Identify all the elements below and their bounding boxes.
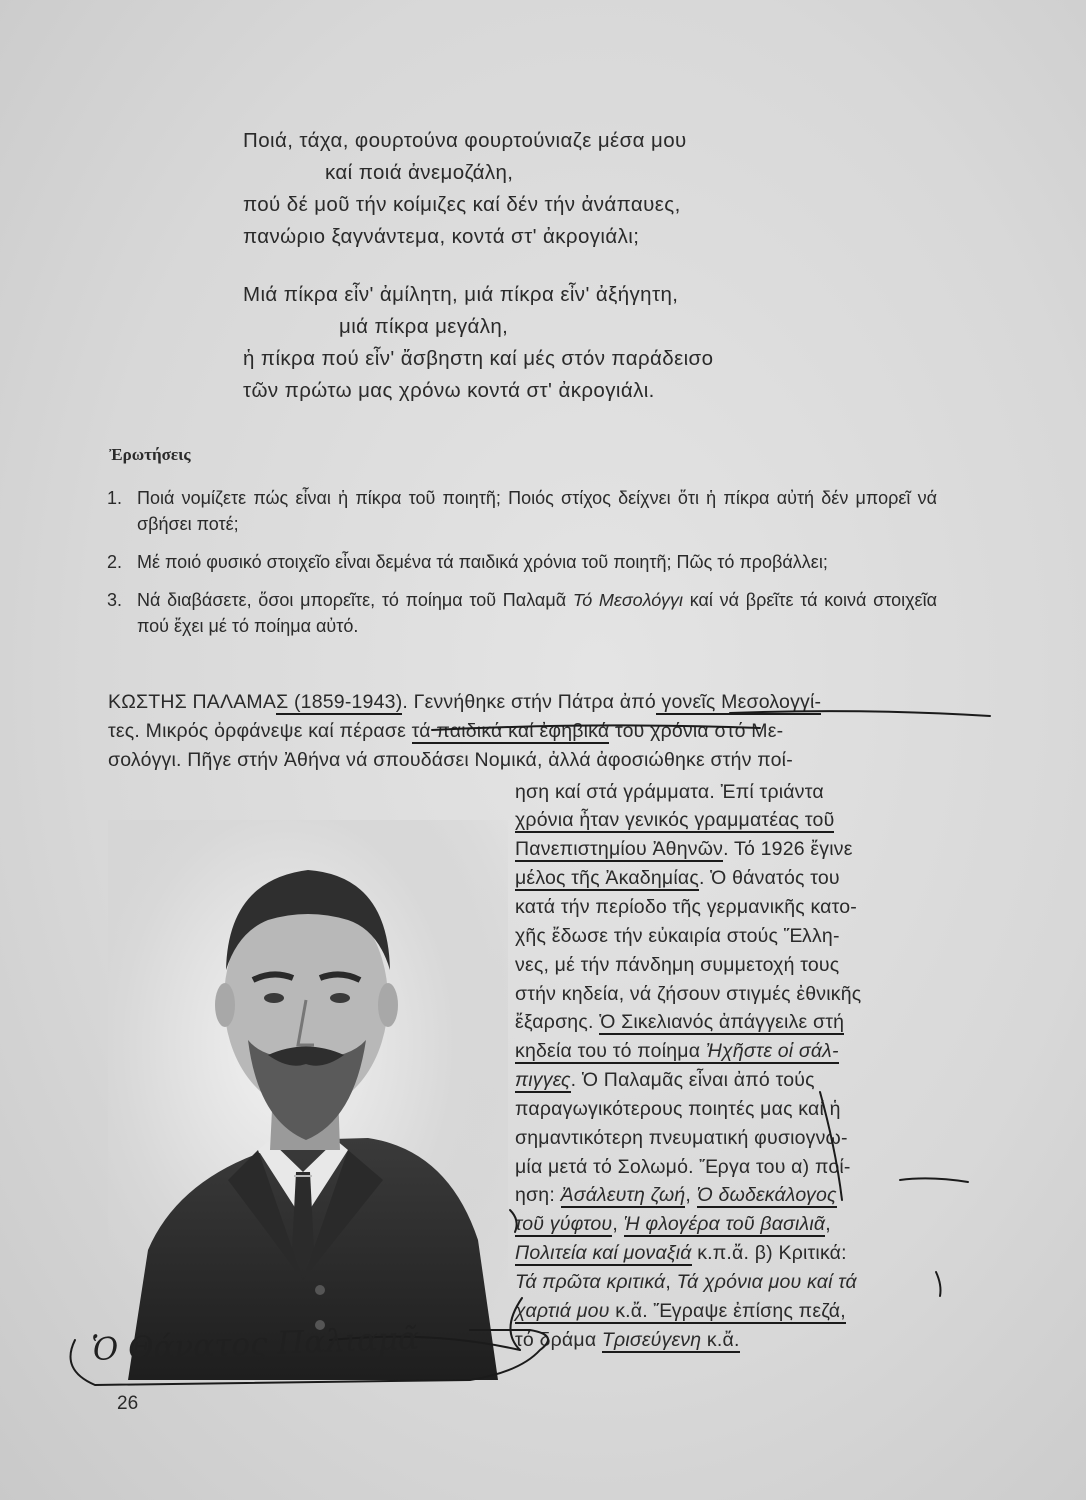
bio-line: Πολιτεία καί μοναξιά κ.π.ἄ. β) Κριτικά: bbox=[515, 1242, 847, 1264]
poem-line: μιά πίκρα μεγάλη, bbox=[339, 315, 509, 338]
portrait-photo bbox=[108, 820, 508, 1380]
bio-line: στήν κηδεία, νά ζήσουν στιγμές ἐθνικῆς bbox=[515, 983, 862, 1005]
bio-line: νες, μέ τήν πάνδημη συμμετοχή τους bbox=[515, 954, 840, 976]
question-number: 2. bbox=[107, 552, 123, 572]
handwritten-note: Ὁ Θάνατος Παλιαμᾶ bbox=[91, 1320, 420, 1368]
question-text: Νά διαβάσετε, ὅσοι μπορεῖτε, τό ποίημα τοῦ Παλαμᾶ Τό Μεσολόγγι καί νά βρεῖτε τά κοινά στοιχεῖα πού ἔχει μέ τό ποίημα αὐτό. bbox=[137, 590, 937, 636]
poem-line: ἡ πίκρα πού εἶν' ἄσβηστη καί μές στόν παράδεισο bbox=[243, 347, 714, 370]
poem-line: Ποιά, τάχα, φουρτούνα φουρτούνιαζε μέσα μου bbox=[243, 129, 687, 152]
question-item bbox=[107, 485, 937, 537]
poem-line: πανώριο ξαγνάντεμα, κοντά στ' ἀκρογιάλι; bbox=[243, 225, 640, 248]
bio-line: χαρτιά μου κ.ἄ. Ἔγραψε ἐπίσης πεζά, bbox=[515, 1300, 846, 1322]
questions-list bbox=[107, 485, 937, 651]
poem-line: πού δέ μοῦ τήν κοίμιζες καί δέν τήν ἀνάπαυες, bbox=[243, 193, 681, 216]
bio-line: ηση καί στά γράμματα. Ἐπί τριάντα bbox=[515, 781, 824, 803]
bio-line: ἔξαρσης. Ὁ Σικελιανός ἀπάγγειλε στή bbox=[515, 1011, 845, 1033]
bio-line: πιγγες. Ὁ Παλαμᾶς εἶναι ἀπό τούς bbox=[515, 1069, 815, 1091]
question-text: Ποιά νομίζετε πώς εἶναι ἡ πίκρα τοῦ ποιητῆ; Ποιός στίχος δείχνει ὅτι ἡ πίκρα αὐτή δέν μπορεῖ νά σβήσει ποτέ; bbox=[137, 488, 937, 534]
bio-line: παραγωγικότερους ποιητές μας καί ἡ bbox=[515, 1098, 841, 1120]
bio-line: Τά πρῶτα κριτικά, Τά χρόνια μου καί τά bbox=[515, 1271, 857, 1293]
question-number: 1. bbox=[107, 488, 123, 508]
bio-line: τό δράμα Τρισεύγενη κ.ἄ. bbox=[515, 1329, 740, 1351]
bio-line: μία μετά τό Σολωμό. Ἔργα του α) ποί- bbox=[515, 1156, 851, 1178]
bio-line: σημαντικότερη πνευματική φυσιογνω- bbox=[515, 1127, 848, 1149]
bio-line: τες. Μικρός ὀρφάνεψε καί πέρασε τά παιδικά καί ἐφηβικά του χρόνια στό Με- bbox=[108, 720, 784, 742]
question-item bbox=[107, 587, 937, 639]
questions-heading: Ἐρωτήσεις bbox=[109, 445, 191, 464]
bio-line: Πανεπιστημίου Ἀθηνῶν. Τό 1926 ἔγινε bbox=[515, 838, 853, 860]
poem-line: τῶν πρώτω μας χρόνω κοντά στ' ἀκρογιάλι. bbox=[243, 379, 655, 402]
bio-line: κατά τήν περίοδο τῆς γερμανικῆς κατο- bbox=[515, 896, 858, 918]
bio-line: ΚΩΣΤΗΣ ΠΑΛΑΜΑΣ (1859-1943). Γεννήθηκε στήν Πάτρα ἀπό γονεῖς Μεσολογγί- bbox=[108, 691, 822, 713]
bio-line: μέλος τῆς Ἀκαδημίας. Ὁ θάνατός του bbox=[515, 867, 840, 889]
question-item bbox=[107, 549, 937, 575]
bio-line: χῆς ἔδωσε τήν εὐκαιρία στούς Ἕλλη- bbox=[515, 925, 840, 947]
bio-line: κηδεία του τό ποίημα Ἠχῆστε οἱ σάλ- bbox=[515, 1040, 839, 1062]
page-number: 26 bbox=[117, 1393, 139, 1414]
bio-line: σολόγγι. Πῆγε στήν Ἀθήνα νά σπουδάσει Νομικά, ἀλλά ἀφοσιώθηκε στήν ποί- bbox=[108, 749, 793, 771]
poem-line: καί ποιά ἀνεμοζάλη, bbox=[325, 161, 514, 184]
poem bbox=[243, 125, 713, 407]
bio-line: χρόνια ἦταν γενικός γραμματέας τοῦ bbox=[515, 809, 835, 831]
poem-line: Μιά πίκρα εἶν' ἀμίλητη, μιά πίκρα εἶν' ἀξήγητη, bbox=[243, 283, 679, 306]
question-number: 3. bbox=[107, 590, 123, 610]
question-text: Μέ ποιό φυσικό στοιχεῖο εἶναι δεμένα τά παιδικά χρόνια τοῦ ποιητῆ; Πῶς τό προβάλλει; bbox=[137, 552, 828, 572]
bio-line: ηση: Ἀσάλευτη ζωή, Ὁ δωδεκάλογος bbox=[515, 1184, 837, 1206]
poem-title: Τό Μεσολόγγι bbox=[572, 590, 683, 610]
bio-line: τοῦ γύφτου, Ἡ φλογέρα τοῦ βασιλιᾶ, bbox=[515, 1213, 831, 1235]
